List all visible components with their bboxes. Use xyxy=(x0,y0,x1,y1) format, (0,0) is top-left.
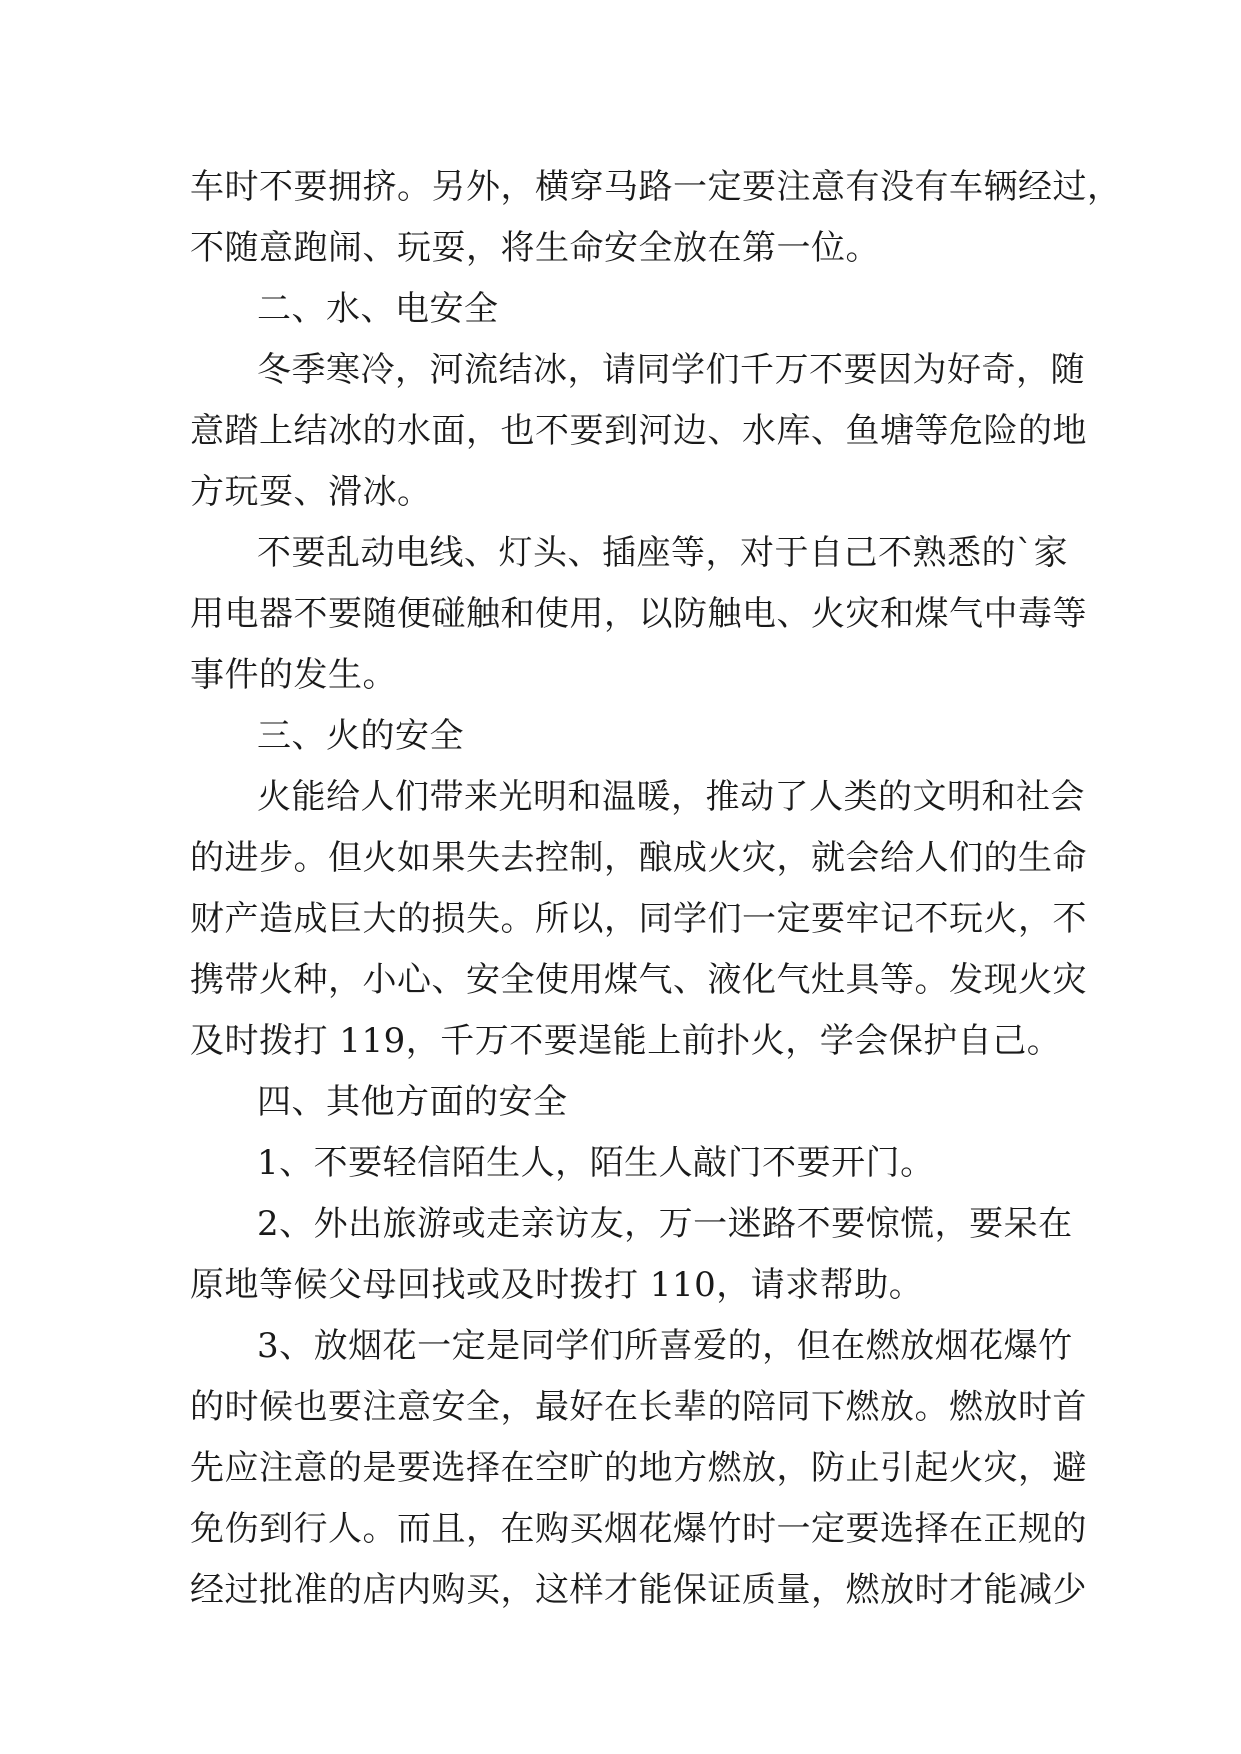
text-line: 冬季寒冷，河流结冰，请同学们千万不要因为好奇，随 xyxy=(257,350,1085,390)
list-item: 3、放烟花一定是同学们所喜爱的，但在燃放烟花爆竹 xyxy=(257,1326,1073,1366)
text-line: 车时不要拥挤。另外，横穿马路一定要注意有没有车辆经过， xyxy=(190,167,1122,207)
document-body xyxy=(190,157,1122,1621)
text-line: 事件的发生。 xyxy=(190,655,397,695)
text-line: 不随意跑闹、玩耍，将生命安全放在第一位。 xyxy=(190,228,880,268)
text-line: 的进步。但火如果失去控制，酿成火灾，就会给人们的生命 xyxy=(190,838,1087,878)
text-line: 方玩耍、滑冰。 xyxy=(190,472,432,512)
text-line: 先应注意的是要选择在空旷的地方燃放，防止引起火灾，避 xyxy=(190,1448,1087,1488)
text-line: 不要乱动电线、灯头、插座等，对于自己不熟悉的`家 xyxy=(257,533,1068,573)
text-line: 用电器不要随便碰触和使用，以防触电、火灾和煤气中毒等 xyxy=(190,594,1087,634)
text-line: 携带火种，小心、安全使用煤气、液化气灶具等。发现火灾 xyxy=(190,960,1087,1000)
text-line: 财产造成巨大的损失。所以，同学们一定要牢记不玩火，不 xyxy=(190,899,1087,939)
section-heading: 四、其他方面的安全 xyxy=(257,1082,568,1122)
text-line: 意踏上结冰的水面，也不要到河边、水库、鱼塘等危险的地 xyxy=(190,411,1087,451)
text-line: 免伤到行人。而且，在购买烟花爆竹时一定要选择在正规的 xyxy=(190,1509,1087,1549)
text-line: 及时拨打 119，千万不要逞能上前扑火，学会保护自己。 xyxy=(190,1021,1062,1061)
text-line: 经过批准的店内购买，这样才能保证质量，燃放时才能减少 xyxy=(190,1570,1087,1610)
section-heading: 二、水、电安全 xyxy=(257,289,499,329)
list-item: 2、外出旅游或走亲访友，万一迷路不要惊慌，要呆在 xyxy=(257,1204,1073,1244)
text-line: 的时候也要注意安全，最好在长辈的陪同下燃放。燃放时首 xyxy=(190,1387,1087,1427)
section-heading: 三、火的安全 xyxy=(257,716,464,756)
list-item: 1、不要轻信陌生人，陌生人敲门不要开门。 xyxy=(257,1143,935,1183)
text-line: 火能给人们带来光明和温暖，推动了人类的文明和社会 xyxy=(257,777,1085,817)
text-line: 原地等候父母回找或及时拨打 110，请求帮助。 xyxy=(190,1265,924,1305)
